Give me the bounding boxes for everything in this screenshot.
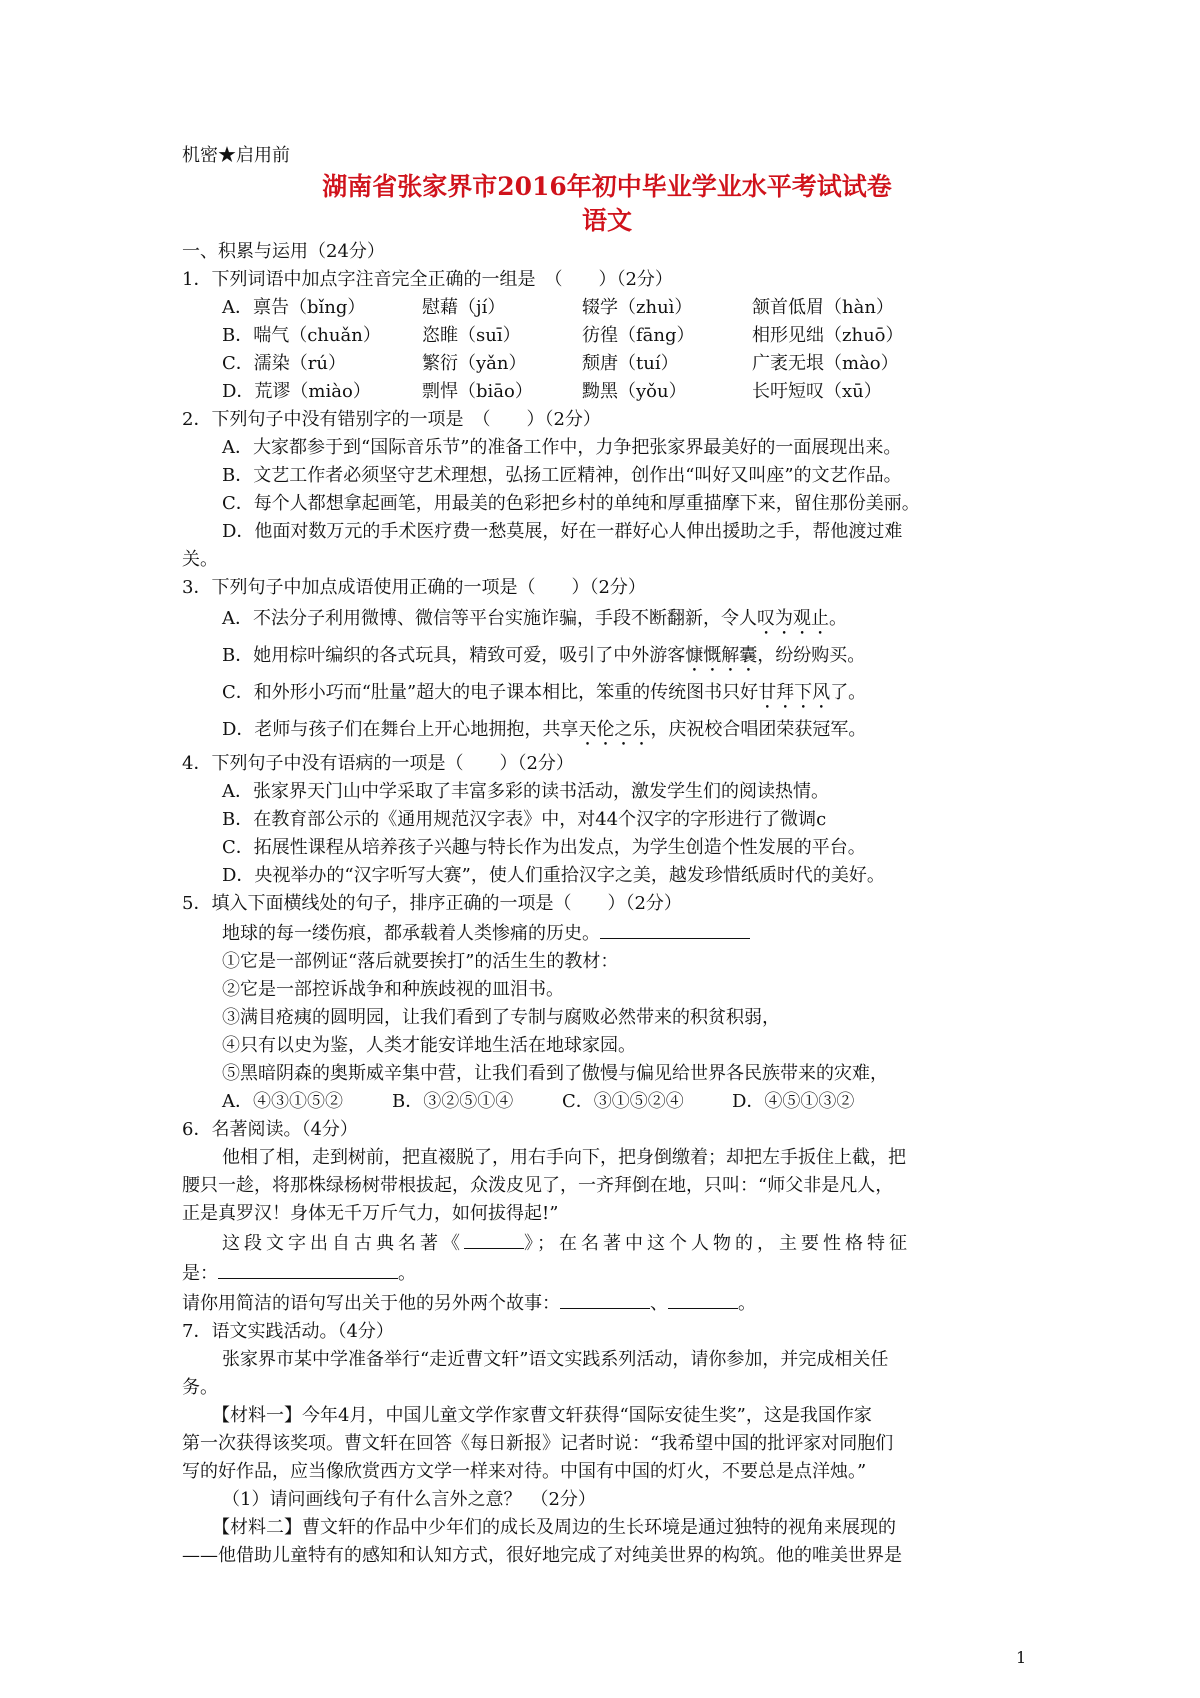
question-3-option-d bbox=[182, 713, 1042, 750]
question-4-option-b: B．在教育部公示的《通用规范汉字表》中，对44个汉字的字形进行了微调c bbox=[222, 809, 827, 830]
prompt-text: 》；在名著中这个人物的，主要性格特征 bbox=[524, 1233, 911, 1254]
prompt-text: 这段文字出自古典名著《 bbox=[222, 1233, 464, 1254]
option-text: 剽悍（biāo） bbox=[422, 381, 533, 402]
question-4-option-d: D．央视举办的“汉字听写大赛”，使人们重拾汉字之美，越发珍惜纸质时代的美好。 bbox=[222, 865, 885, 886]
question-7-sub-1: （1）请问画线句子有什么言外之意？ （2分） bbox=[222, 1489, 596, 1510]
answer-blank[interactable] bbox=[464, 1228, 524, 1249]
prompt-text: 是： bbox=[182, 1263, 218, 1284]
option-text: C．③①⑤②④ bbox=[562, 1091, 684, 1112]
question-6-prompt bbox=[182, 1228, 1042, 1258]
question-1-row-a bbox=[182, 294, 1042, 322]
option-text: 辍学（zhuì） bbox=[582, 297, 693, 318]
option-text: C．和外形小巧而“肚量”超大的电子课本相比，笨重的传统图书只好 bbox=[222, 682, 759, 703]
question-1-stem: 1．下列词语中加点字注音完全正确的一组是 （ ）（2分） bbox=[182, 269, 673, 290]
question-7-stem: 7．语文实践活动。（4分） bbox=[182, 1321, 394, 1342]
option-text: D．老师与孩子们在舞台上开心地拥抱，共享 bbox=[222, 719, 579, 740]
option-text: 恣睢（suī） bbox=[422, 325, 521, 346]
prompt-text: 、 bbox=[650, 1293, 668, 1314]
option-text: B．她用棕叶编织的各式玩具，精致可爱，吸引了中外游客 bbox=[222, 645, 686, 666]
material-2-line-2: ——他借助儿童特有的感知和认知方式，很好地完成了对纯美世界的构筑。他的唯美世界是 bbox=[182, 1545, 902, 1566]
option-text: 。 bbox=[829, 608, 847, 629]
material-1-line-1: 【材料一】今年4月，中国儿童文学作家曹文轩获得“国际安徒生奖”，这是我国作家 bbox=[212, 1405, 872, 1426]
exam-subject: 语文 bbox=[581, 206, 632, 235]
option-text: D．荒谬（miào） bbox=[222, 381, 371, 402]
option-text: D．④⑤①③② bbox=[732, 1091, 855, 1112]
emphasized-idiom: 甘拜下风 bbox=[758, 682, 831, 703]
option-text: 广袤无垠（mào） bbox=[752, 353, 899, 374]
lead-sentence: 地球的每一缕伤痕，都承载着人类惨痛的历史。 bbox=[222, 923, 600, 944]
option-text: C．濡染（rú） bbox=[222, 353, 346, 374]
question-6-prompt-cont bbox=[182, 1258, 1042, 1288]
question-7-intro: 张家界市某中学准备举行“走近曹文轩”语文实践系列活动，请你参加，并完成相关任 bbox=[222, 1349, 889, 1370]
option-text: 黝黑（yǒu） bbox=[582, 381, 687, 402]
material-1-line-2: 第一次获得该奖项。曹文轩在回答《每日新报》记者时说：“我希望中国的批评家对同胞们 bbox=[182, 1433, 894, 1454]
question-3-option-b bbox=[182, 639, 1042, 676]
confidential-label: 机密★启用前 bbox=[182, 145, 290, 166]
question-3-option-a bbox=[182, 602, 1042, 639]
question-2-option-d: D．他面对数万元的手术医疗费一愁莫展，好在一群好心人伸出援助之手，帮他渡过难 bbox=[222, 521, 903, 542]
option-text: 相形见绌（zhuō） bbox=[752, 325, 904, 346]
prompt-text: 。 bbox=[738, 1293, 756, 1314]
question-5-options bbox=[182, 1088, 1042, 1116]
prompt-text: 请你用简洁的语句写出关于他的另外两个故事： bbox=[182, 1293, 560, 1314]
question-4-option-a: A．张家界天门山中学采取了丰富多彩的读书活动，激发学生们的阅读热情。 bbox=[222, 781, 829, 802]
question-5-stem: 5．填入下面横线处的句子，排序正确的一项是（ ）（2分） bbox=[182, 893, 682, 914]
option-text: 彷徨（fāng） bbox=[582, 325, 695, 346]
emphasized-idiom: 叹为观止 bbox=[757, 608, 829, 629]
question-1-row-b bbox=[182, 322, 1042, 350]
option-text: B．喘气（chuǎn） bbox=[222, 325, 381, 346]
question-1-row-d bbox=[182, 378, 1042, 406]
option-text: A．不法分子利用微博、微信等平台实施诈骗，手段不断翻新，令人 bbox=[222, 608, 757, 629]
answer-blank[interactable] bbox=[668, 1288, 738, 1309]
option-text: 繁衍（yǎn） bbox=[422, 353, 527, 374]
question-6-passage-1: 他相了相，走到树前，把直裰脱了，用右手向下，把身倒缴着；却把左手扳住上截，把 bbox=[222, 1147, 906, 1168]
option-text: A．④③①⑤② bbox=[222, 1091, 343, 1112]
question-5-sentence-1: ①它是一部例证“落后就要挨打”的活生生的教材： bbox=[222, 951, 619, 972]
question-2-option-c: C．每个人都想拿起画笔，用最美的色彩把乡村的单纯和厚重描摩下来，留住那份美丽。 bbox=[222, 493, 920, 514]
answer-blank[interactable] bbox=[218, 1258, 398, 1279]
section-heading: 一、积累与运用（24分） bbox=[182, 241, 385, 262]
answer-blank[interactable] bbox=[560, 1288, 650, 1309]
option-text: ，庆祝校合唱团荣获冠军。 bbox=[650, 719, 867, 740]
question-6-passage-3: 正是真罗汉！身体无千万斤气力，如何拔得起!” bbox=[182, 1203, 559, 1224]
question-6-stem: 6．名著阅读。（4分） bbox=[182, 1119, 358, 1140]
question-3-option-c bbox=[182, 676, 1042, 713]
question-7-intro-cont: 务。 bbox=[182, 1377, 218, 1398]
emphasized-idiom: 天伦之乐 bbox=[578, 719, 651, 740]
question-1-row-c bbox=[182, 350, 1042, 378]
question-6-passage-2: 腰只一趁，将那株绿杨树带根拔起，众泼皮见了，一齐拜倒在地，只叫：“师父非是凡人， bbox=[182, 1175, 894, 1196]
question-2-stem: 2．下列句子中没有错别字的一项是 （ ）（2分） bbox=[182, 409, 601, 430]
question-6-prompt-2 bbox=[182, 1288, 1042, 1318]
emphasized-idiom: 慷慨解囊 bbox=[685, 645, 758, 666]
exam-title: 湖南省张家界市2016年初中毕业学业水平考试试卷 bbox=[322, 172, 892, 201]
option-text: 了。 bbox=[830, 682, 867, 703]
option-text: 颔首低眉（hàn） bbox=[752, 297, 894, 318]
option-text: 慰藉（jí） bbox=[422, 297, 506, 318]
question-3-stem: 3．下列句子中加点成语使用正确的一项是（ ）（2分） bbox=[182, 577, 646, 598]
question-5-lead bbox=[182, 918, 1042, 948]
page-number: 1 bbox=[1016, 1648, 1027, 1667]
question-4-stem: 4．下列句子中没有语病的一项是（ ）（2分） bbox=[182, 753, 574, 774]
question-2-option-b: B．文艺工作者必须坚守艺术理想，弘扬工匠精神，创作出“叫好又叫座”的文艺作品。 bbox=[222, 465, 902, 486]
question-5-sentence-4: ④只有以史为鉴，人类才能安详地生活在地球家园。 bbox=[222, 1035, 636, 1056]
question-2-option-d-cont: 关。 bbox=[182, 549, 218, 570]
answer-blank[interactable] bbox=[600, 918, 750, 939]
question-4-option-c: C．拓展性课程从培养孩子兴趣与特长作为出发点，为学生创造个性发展的平台。 bbox=[222, 837, 866, 858]
question-5-sentence-2: ②它是一部控诉战争和种族歧视的皿泪书。 bbox=[222, 979, 564, 1000]
question-2-option-a: A．大家都参于到“国际音乐节”的准备工作中，力争把张家界最美好的一面展现出来。 bbox=[222, 437, 902, 458]
question-5-sentence-3: ③满目疮痍的圆明园，让我们看到了专制与腐败必然带来的积贫积弱， bbox=[222, 1007, 780, 1028]
option-text: B．③②⑤①④ bbox=[392, 1091, 514, 1112]
option-text: 颓唐（tuí） bbox=[582, 353, 679, 374]
option-text: 长吁短叹（xū） bbox=[752, 381, 882, 402]
prompt-text: 。 bbox=[398, 1263, 416, 1284]
exam-page bbox=[182, 142, 1042, 1570]
option-text: ，纷纷购买。 bbox=[757, 645, 866, 666]
option-text: A．禀告（bǐng） bbox=[222, 297, 366, 318]
material-1-line-3: 写的好作品，应当像欣赏西方文学一样来对待。中国有中国的灯火，不要总是点洋烛。” bbox=[182, 1461, 867, 1482]
material-2-line-1: 【材料二】曹文轩的作品中少年们的成长及周边的生长环境是通过独特的视角来展现的 bbox=[212, 1517, 896, 1538]
question-5-sentence-5: ⑤黑暗阴森的奥斯威辛集中营，让我们看到了傲慢与偏见给世界各民族带来的灾难， bbox=[222, 1063, 888, 1084]
